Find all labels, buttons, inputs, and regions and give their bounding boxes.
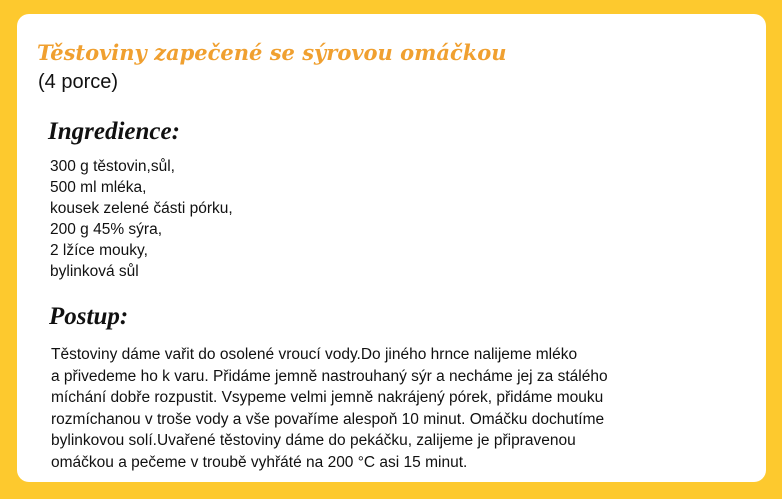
- ingredient-item: 200 g 45% sýra,: [50, 221, 163, 238]
- ingredient-item: bylinková sůl: [50, 263, 139, 280]
- method-line: Těstoviny dáme vařit do osolené vroucí vody.Do jiného hrnce nalijeme mléko: [51, 346, 578, 363]
- method-text: [51, 344, 608, 473]
- ingredient-item: 2 lžíce mouky,: [50, 242, 148, 259]
- ingredient-item: kousek zelené části pórku,: [50, 200, 233, 217]
- method-line: míchání dobře rozpustit. Vsypeme velmi jemně nakrájený pórek, přidáme mouku: [51, 389, 604, 406]
- ingredient-item: 500 ml mléka,: [50, 179, 147, 196]
- recipe-title: Těstoviny zapečené se sýrovou omáčkou: [37, 40, 507, 65]
- ingredients-heading: Ingredience:: [48, 118, 180, 145]
- method-line: bylinkovou solí.Uvařené těstoviny dáme do pekáčku, zalijeme je připravenou: [51, 432, 576, 449]
- method-line: omáčkou a pečeme v troubě vyhřáté na 200 °C asi 15 minut.: [51, 453, 468, 471]
- method-heading: Postup:: [49, 303, 129, 330]
- method-line: rozmíchanou v troše vody a vše povaříme alespoň 10 minut. Omáčku dochutíme: [51, 410, 605, 428]
- ingredient-item: 300 g těstovin,sůl,: [50, 158, 175, 175]
- method-line: a přivedeme ho k varu. Přidáme jemně nastrouhaný sýr a necháme jej za stálého: [51, 367, 608, 385]
- ingredients-list: [50, 156, 233, 282]
- portions-label: (4 porce): [38, 71, 119, 93]
